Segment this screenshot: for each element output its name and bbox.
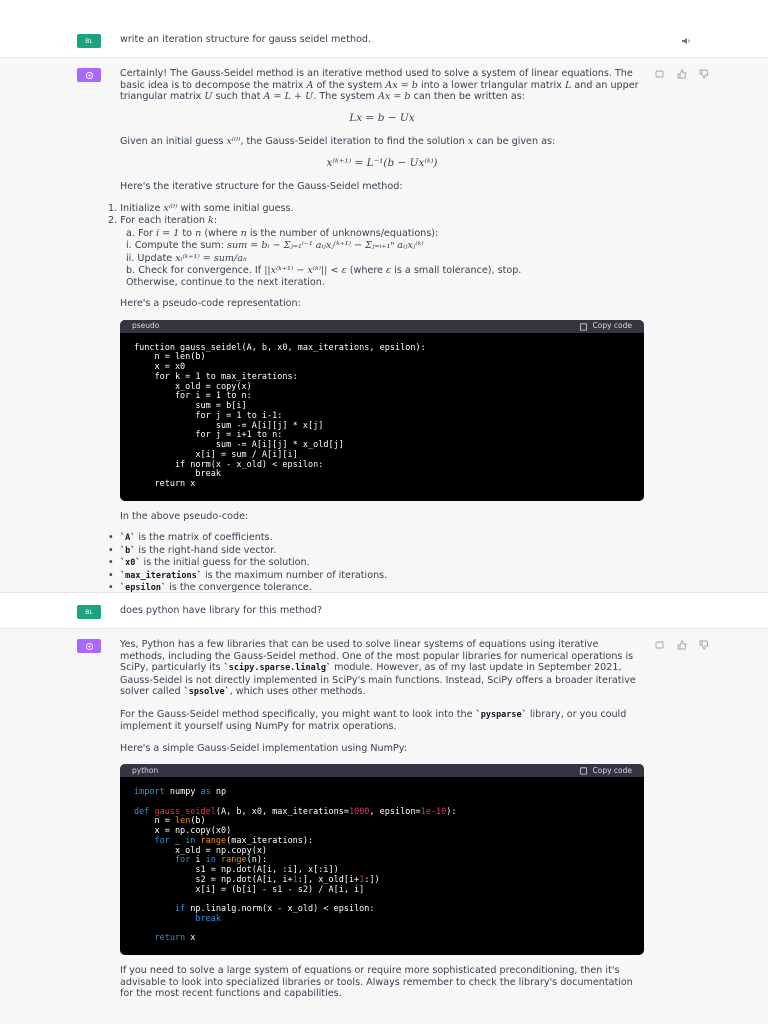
assistant-avatar [77,68,101,82]
equation-iteration: x⁽ᵏ⁺¹⁾ = L⁻¹(b − Ux⁽ᵏ⁾) [326,156,438,169]
code-language: python [132,765,159,775]
pseudo-intro: Here's a pseudo-code representation: [120,298,301,309]
user-message-text: write an iteration structure for gauss seidel method. [120,34,372,45]
scipy-paragraph: Yes, Python has a few libraries that can be used to solve linear systems of equations using iterative methods, including the Gauss-Seidel method. One of the most popular libraries for numerical operations is SciPy, particularly its `scipy.sparse.linalg` module. However, as of my last update in September 2021, Gauss-Seidel is not directly implemented in SciPy's main functions. Instead, SciPy offers a broader iterative solver called `spsolve`, which uses other methods. [120,639,636,697]
python-code-block [120,764,644,955]
pseudo-code: function gauss_seidel(A, b, x0, max_iterations, epsilon): n = len(b) x = x0 for k = 1 to max_iterations: x_old = copy(x) for i = 1 to n: sum = b[i] for j = 1 to i-1: sum -= A[i][j] * x[j] for j = i+1 to n: sum -= A[i][j] * x_old[j] x[i] = sum / A[i][i] if norm(x - x_old) < epsilon: break return x [134,342,426,490]
read-aloud-icon[interactable] [680,35,692,47]
copy-code-button[interactable]: Copy code [579,320,633,332]
copy-icon[interactable] [654,639,666,651]
python-code: import numpy as np def gauss_seidel(A, b, x0, max_iterations=1000, epsilon=1e-10): n = len(b) x = np.copy(x0) for _ in range(max_iterations): x_old = np.copy(x) for i in range(n): s1 = np.dot(A[i, :i], x[:i]) s2 = np.dot(A[i, i+1:], x_old[i+1:]) x[i] = (b[i] - s1 - s2) / A[i, i] if np.linalg.norm(x - x_old) < epsilon: break return x [134,787,457,944]
list-item: • `max_iterations` is the maximum number of iterations. [108,570,644,583]
closing-paragraph: If you need to solve a large system of equations or require more sophisticated preconditioning, then it's advisable to look into specialized libraries or tools. Always remember to check the library's documentation for the most recent functions and capabilities. [120,965,633,1000]
assistant-message-content [120,639,644,1010]
step-2b: b. Check for convergence. If ||x⁽ᵏ⁺¹⁾ − x⁽ᵏ⁾|| < ε (where ε is a small tolerance), stop. Otherwise, continue to the next iteration. [126,265,522,288]
openai-logo-icon [85,71,94,80]
message-actions [654,68,710,80]
thumbs-up-icon[interactable] [676,639,688,651]
thumbs-down-icon[interactable] [698,68,710,80]
steps-list [108,203,644,289]
code-language: pseudo [132,321,160,331]
guess-paragraph: Given an initial guess x⁽⁰⁾, the Gauss-Seidel iteration to find the solution x can be given as: [120,136,556,147]
pseudo-explain-intro: In the above pseudo-code: [120,510,249,522]
assistant-message-content [108,68,644,607]
equation-lx: Lx = b − Ux [349,111,415,124]
assistant-message-1 [0,58,768,593]
thumbs-down-icon[interactable] [698,639,710,651]
copy-icon[interactable] [654,68,666,80]
step-2: 2. For each iteration k: [108,215,218,226]
code-header [120,764,644,777]
openai-logo-icon [85,642,94,651]
pseudo-code-block [120,320,644,501]
code-header [120,320,644,333]
numpy-intro: Here's a simple Gauss-Seidel implementation using NumPy: [120,742,407,754]
assistant-avatar [77,639,101,653]
user-avatar: BL [77,34,101,48]
clipboard-icon [579,322,588,331]
intro-paragraph: Certainly! The Gauss-Seidel method is an iterative method used to solve a system of linear equations. The basic idea is to decompose the matrix A of the system Ax = b into a lower triangular matrix L and an upper triangular matrix U such that A = L + U. The system Ax = b can then be written as: [120,68,639,102]
user-message-1 [0,22,768,58]
list-item: • `A` is the matrix of coefficients. [108,532,644,545]
user-avatar: BL [77,605,101,619]
step-1: 1. Initialize x⁽⁰⁾ with some initial guess. [108,202,294,214]
clipboard-icon [579,766,588,775]
copy-code-button[interactable]: Copy code [579,765,633,777]
step-2a: a. For i = 1 to n (where n is the number of unknowns/equations): [126,227,439,239]
message-actions [654,639,710,651]
list-item: • `b` is the right-hand side vector. [108,545,644,558]
user-message-text: does python have library for this method? [120,605,322,616]
pysparse-paragraph: For the Gauss-Seidel method specifically, you might want to look into the `pysparse` library, or you could implement it yourself using NumPy for matrix operations. [120,708,627,732]
user-message-2 [0,593,768,629]
list-item: • `x0` is the initial guess for the solution. [108,557,644,570]
assistant-message-2 [0,629,768,1024]
structure-intro: Here's the iterative structure for the Gauss-Seidel method: [120,181,403,192]
list-item: • `epsilon` is the convergence tolerance. [108,582,644,595]
step-2a-ii: ii. Update xᵢ⁽ᵏ⁺¹⁾ = sum/aᵢᵢ [126,252,247,264]
step-2a-i: i. Compute the sum: sum = bᵢ − Σⱼ₌₁ⁱ⁻¹ aᵢⱼxⱼ⁽ᵏ⁺¹⁾ − Σⱼ₌ᵢ₊₁ⁿ aᵢⱼxⱼ⁽ᵏ⁾ [126,240,424,251]
thumbs-up-icon[interactable] [676,68,688,80]
